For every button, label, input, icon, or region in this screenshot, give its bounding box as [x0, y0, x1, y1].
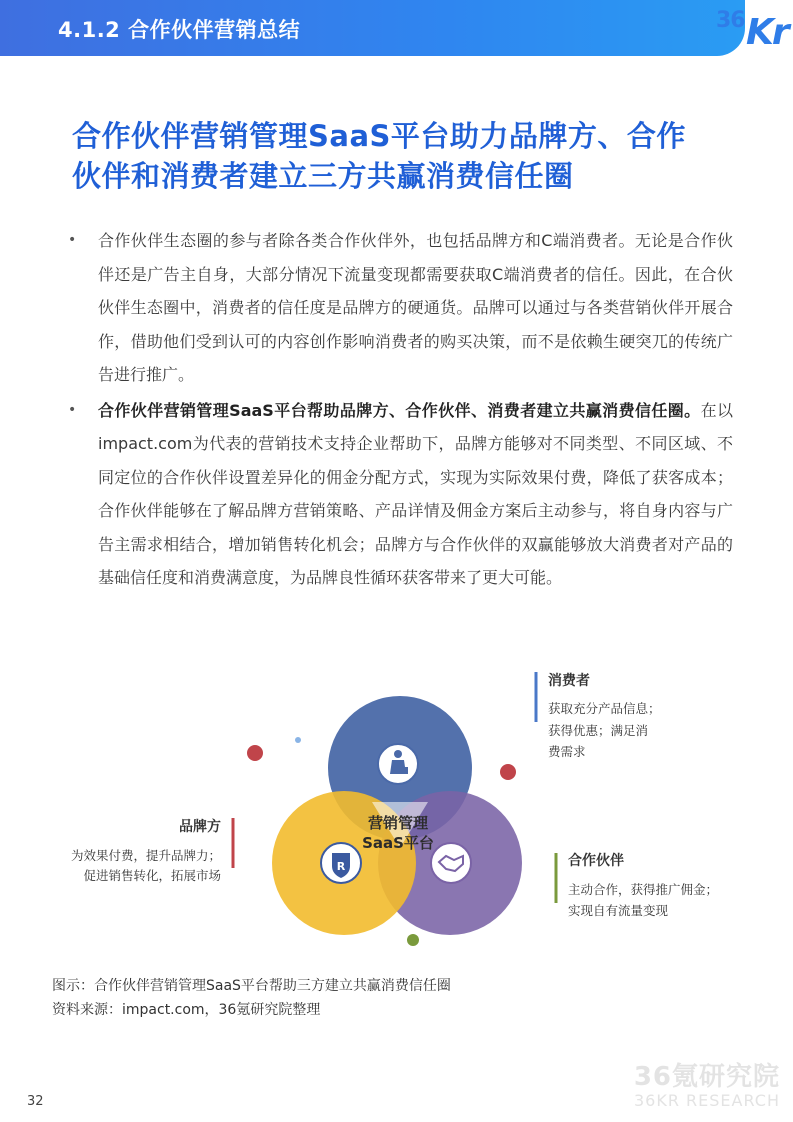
watermark-en: 36KR RESEARCH: [633, 1091, 780, 1110]
partner-title: 合作伙伴: [568, 853, 624, 869]
person-icon: [378, 744, 418, 784]
bullet-list: [68, 224, 733, 595]
36kr-logo: [716, 4, 792, 54]
center-label-line-2: SaaS平台: [362, 834, 434, 852]
watermark-cn: 36氪研究院: [633, 1062, 780, 1092]
svg-text:R: R: [336, 860, 346, 873]
bullet-marker: •: [68, 401, 77, 418]
decor-red-dot-right: [500, 764, 516, 780]
bullet-bold-lead: 合作伙伴营销管理SaaS平台帮助品牌方、合作伙伴、消费者建立共赢消费信任圈。: [98, 400, 701, 420]
page-title-line-2: 伙伴和消费者建立三方共赢消费信任圈: [72, 159, 574, 193]
bullet-text: 在以impact.com为代表的营销技术支持企业帮助下，品牌方能够对不同类型、不同区域、不同定位的合作伙伴设置差异化的佣金分配方式，实现为实际效果付费，降低了获客成本；合作伙伴能够在了解品牌方营销策略、产品详情及佣金方案后主动参与，将自身内容与广告主需求相结合，增加销售转化机会；品牌方与合作伙伴的双赢能够放大消费者对产品的基础信任度和消费满意度，为品牌良性循环获客带来了更大可能。: [98, 400, 733, 587]
partner-line: 实现自有流量变现: [568, 903, 669, 918]
consumer-line: 获取充分产品信息；: [548, 701, 661, 716]
consumer-title: 消费者: [548, 673, 590, 689]
research-watermark: [620, 1056, 780, 1110]
figure-caption: [52, 974, 451, 1022]
bullet-item: [68, 394, 733, 595]
section-title: 4.1.2 合作伙伴营销总结: [58, 18, 301, 42]
handshake-icon: [431, 843, 471, 883]
decor-green-dot: [407, 934, 419, 946]
header-band: [0, 0, 745, 56]
brand-line: 为效果付费，提升品牌力；: [70, 848, 221, 863]
venn-diagram: [0, 650, 793, 970]
decor-red-dot-left: [247, 745, 263, 761]
page-title: [72, 116, 752, 196]
brand-title: 品牌方: [179, 819, 221, 835]
page-number: 32: [27, 1094, 44, 1109]
decor-blue-dot: [295, 737, 301, 743]
figure-title: 图示：合作伙伴营销管理SaaS平台帮助三方建立共赢消费信任圈: [52, 978, 451, 994]
bullet-item: [68, 224, 733, 392]
page-title-line-1: 合作伙伴营销管理SaaS平台助力品牌方、合作: [72, 119, 686, 153]
trust-circle-diagram: [0, 650, 793, 970]
center-label-line-1: 营销管理: [367, 814, 429, 832]
bullet-text: 合作伙伴生态圈的参与者除各类合作伙伴外，也包括品牌方和C端消费者。无论是合作伙伴还是广告主自身，大部分情况下流量变现都需要获取C端消费者的信任。因此，在合伙伙伴生态圈中，消费者的信任度是品牌方的硬通货。品牌可以通过与各类营销伙伴开展合作，借助他们受到认可的内容创作影响消费者的购买决策，而不是依赖生硬突兀的传统广告进行推广。: [98, 231, 733, 384]
consumer-line: 获得优惠；满足消: [548, 723, 649, 738]
bullet-marker: •: [68, 232, 77, 248]
logo-number: 36: [716, 8, 745, 33]
consumer-line: 费需求: [548, 744, 586, 759]
source-note: 资料来源：impact.com，36氪研究院整理: [52, 1002, 321, 1018]
brand-line: 促进销售转化，拓展市场: [83, 868, 221, 883]
brand-shield-icon: [321, 843, 361, 883]
logo-letters: Kr: [746, 12, 788, 53]
partner-line: 主动合作，获得推广佣金；: [568, 882, 719, 897]
